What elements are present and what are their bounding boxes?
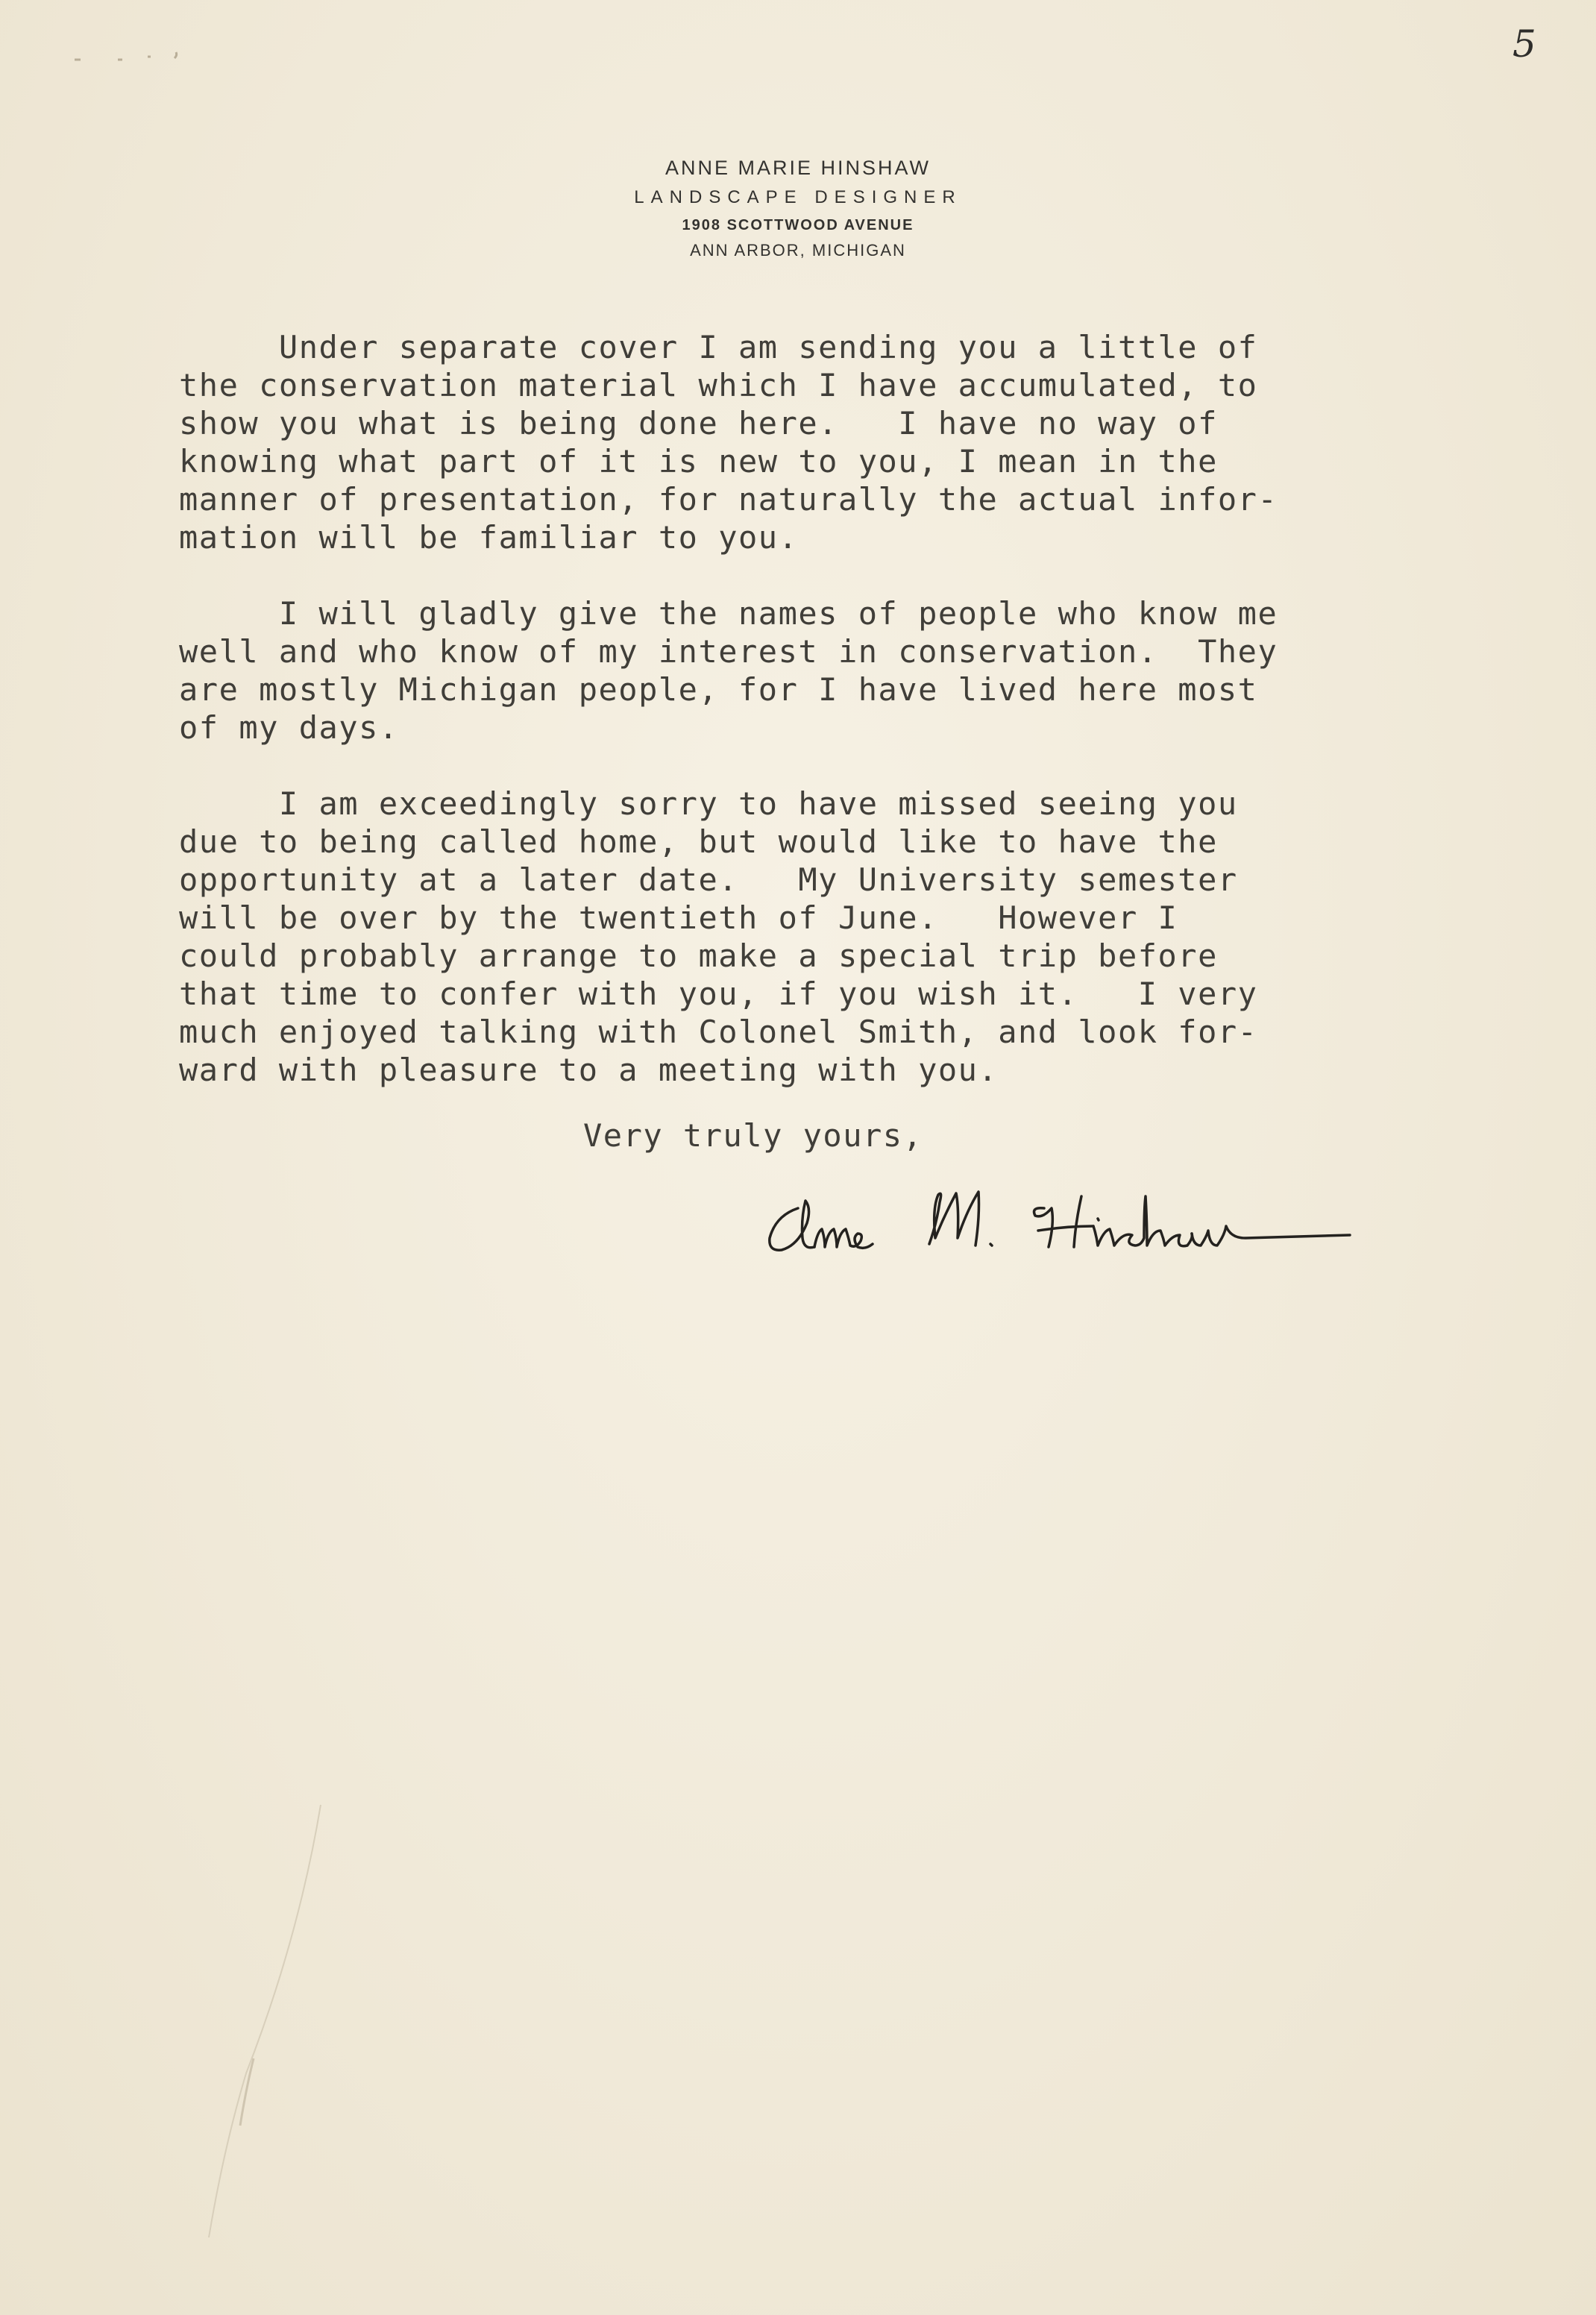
text-line: manner of presentation, for naturally the actual infor-	[179, 481, 1278, 518]
letter-body	[179, 328, 1447, 1089]
text-line: much enjoyed talking with Colonel Smith, and look for-	[179, 1014, 1258, 1050]
text-line: I will gladly give the names of people who know me	[179, 595, 1278, 632]
text-line: that time to confer with you, if you wish it. I very	[179, 976, 1258, 1012]
text-line: will be over by the twentieth of June. However I	[179, 899, 1178, 936]
text-line: Under separate cover I am sending you a little of	[179, 329, 1258, 365]
text-line: opportunity at a later date. My University semester	[179, 861, 1238, 898]
paragraph-gap	[179, 556, 1447, 594]
text-line: ward with pleasure to a meeting with you.	[179, 1052, 999, 1088]
paragraph-2	[179, 594, 1447, 747]
text-line: well and who know of my interest in conservation. They	[179, 633, 1278, 670]
text-line: are mostly Michigan people, for I have lived here most	[179, 671, 1258, 708]
text-line: mation will be familiar to you.	[179, 519, 799, 556]
letterhead-title: LANDSCAPE DESIGNER	[634, 187, 962, 207]
letterhead-name: ANNE MARIE HINSHAW	[665, 157, 931, 179]
paragraph-3	[179, 785, 1447, 1089]
closing: Very truly yours,	[583, 1117, 923, 1154]
text-line: the conservation material which I have accumulated, to	[179, 367, 1258, 403]
letterhead-street: 1908 SCOTTWOOD AVENUE	[682, 217, 914, 233]
letterhead	[574, 153, 1022, 263]
text-line: due to being called home, but would like to have the	[179, 823, 1218, 860]
paragraph-1	[179, 328, 1447, 556]
handwritten-signature	[753, 1163, 1365, 1268]
paragraph-gap	[179, 747, 1447, 785]
text-line: could probably arrange to make a special trip before	[179, 937, 1218, 974]
text-line: of my days.	[179, 709, 399, 746]
letterhead-city: ANN ARBOR, MICHIGAN	[690, 241, 906, 260]
text-line: show you what is being done here. I have no way of	[179, 405, 1218, 442]
text-line: I am exceedingly sorry to have missed seeing you	[179, 785, 1238, 822]
page-number: 5	[1512, 22, 1536, 66]
text-line: knowing what part of it is new to you, I mean in the	[179, 443, 1218, 480]
